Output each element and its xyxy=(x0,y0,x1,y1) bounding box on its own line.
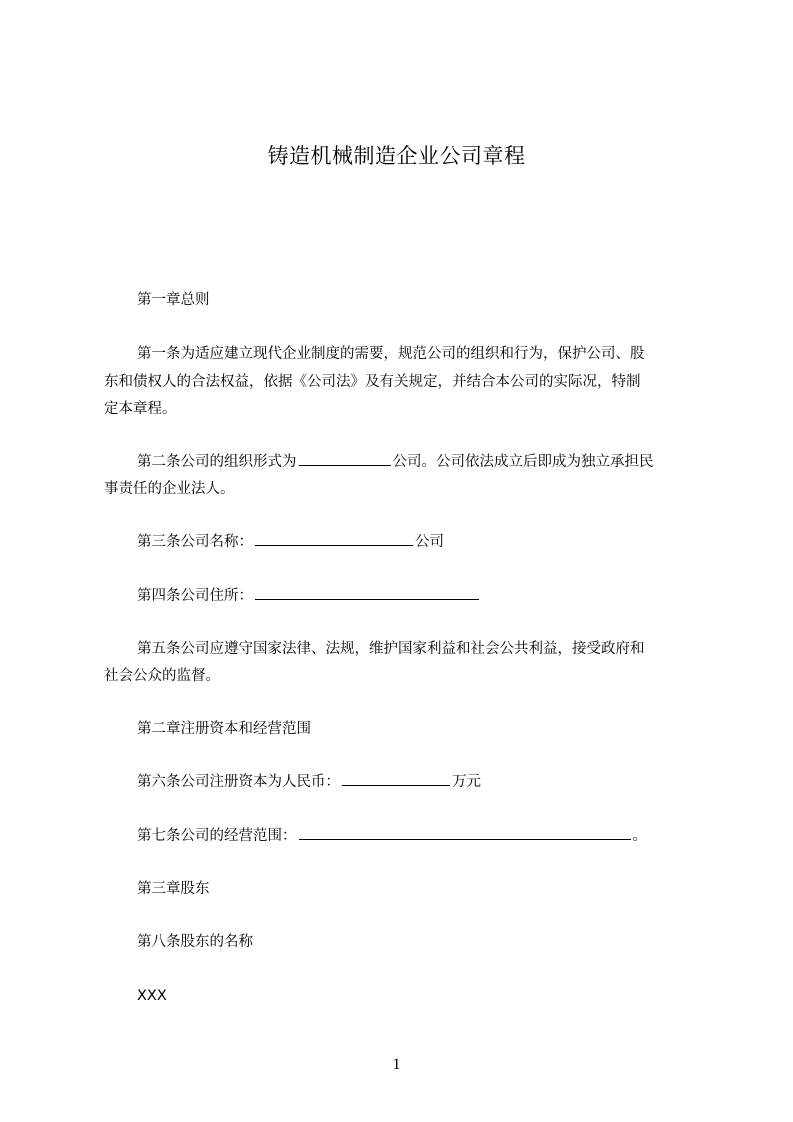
article-1-line-2: 东和债权人的合法权益，依据《公司法》及有关规定，并结合本公司的实际况，特制 xyxy=(104,374,641,390)
article-7-suffix: 。 xyxy=(632,828,647,844)
article-5-line-1: 第五条公司应遵守国家法律、法规，维护国家利益和社会公共利益，接受政府和 xyxy=(137,641,645,657)
company-address-blank xyxy=(255,584,479,600)
article-2-prefix: 第二条公司的组织形式为 xyxy=(137,454,297,470)
article-3-line xyxy=(104,529,734,556)
article-1-line-3: 定本章程。 xyxy=(104,401,177,417)
article-2-line-1 xyxy=(104,449,734,476)
article-5-line-2: 社会公众的监督。 xyxy=(104,668,220,684)
company-name-blank xyxy=(255,530,413,546)
article-4-line xyxy=(104,583,734,610)
chapter-2-heading: 第二章注册资本和经营范围 xyxy=(137,721,311,737)
organization-form-blank xyxy=(299,450,391,466)
article-6-suffix: 万元 xyxy=(452,774,481,790)
chapter-1-heading: 第一章总则 xyxy=(137,292,210,308)
article-6-line xyxy=(104,769,734,796)
page-number: 1 xyxy=(392,1056,401,1073)
article-3-suffix: 公司 xyxy=(415,534,444,550)
article-3-prefix: 第三条公司名称： xyxy=(137,534,253,550)
article-1-line-1: 第一条为适应建立现代企业制度的需要，规范公司的组织和行为，保护公司、股 xyxy=(137,346,645,362)
business-scope-blank xyxy=(299,824,631,840)
document-title: 铸造机械制造企业公司章程 xyxy=(267,144,526,168)
article-7-line xyxy=(104,823,734,850)
article-2-line-2: 事责任的企业法人。 xyxy=(104,481,235,497)
article-8-line: 第八条股东的名称 xyxy=(137,934,253,950)
article-7-prefix: 第七条公司的经营范围： xyxy=(137,828,297,844)
chapter-3-heading: 第三章股东 xyxy=(137,881,210,897)
shareholder-placeholder: XXX xyxy=(137,988,167,1004)
article-2-suffix: 公司。公司依法成立后即成为独立承担民 xyxy=(392,454,654,470)
article-6-prefix: 第六条公司注册资本为人民币： xyxy=(137,774,340,790)
article-4-prefix: 第四条公司住所： xyxy=(137,588,253,604)
registered-capital-blank xyxy=(342,770,450,786)
